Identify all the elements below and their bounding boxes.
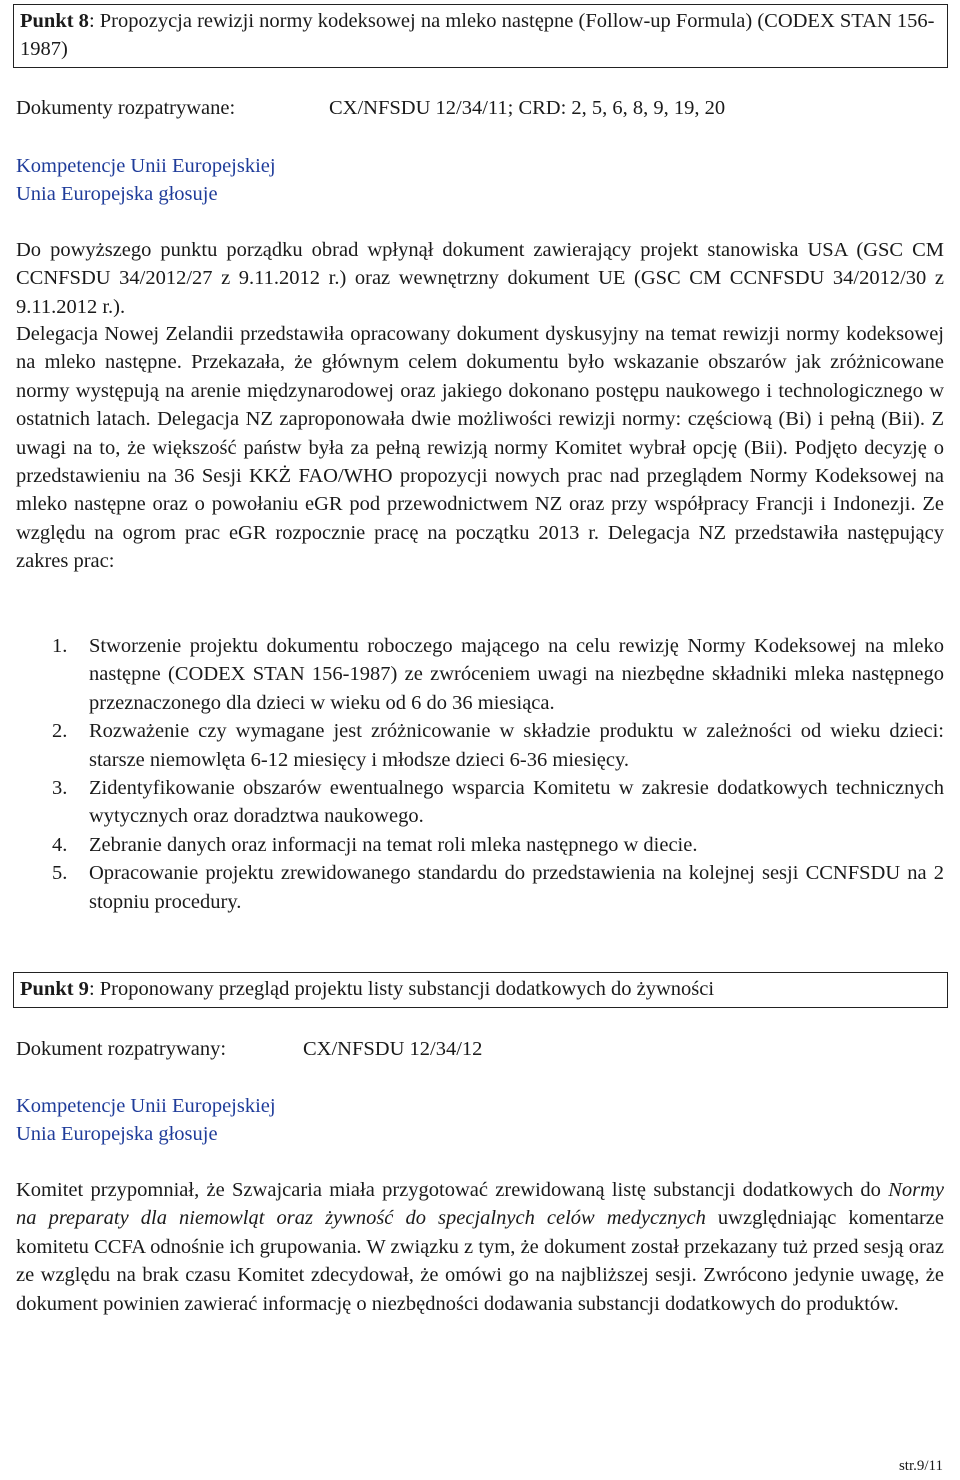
- list-item-text: Zidentyfikowanie obszarów ewentualnego wsparcia Komitetu w zakresie dodatkowych technicznych wytycznych oraz doradztwa naukowego.: [89, 777, 944, 828]
- section-9-competence: Kompetencje Unii Europejskiej: [16, 1095, 276, 1117]
- list-item-text: Opracowanie projektu zrewidowanego standardu do przedstawienia na kolejnej sesji CCNFSDU na 2 stopniu procedury.: [89, 862, 944, 913]
- section-8-vote: Unia Europejska głosuje: [16, 183, 218, 205]
- section-9-paragraph-italic: Normy na preparaty dla niemowląt oraz żywność do specjalnych celów medycznych: [16, 1179, 944, 1230]
- list-item: [52, 859, 944, 916]
- section-9-paragraph-start: Komitet przypomniał, że Szwajcaria miała przygotować zrewidowaną listę substancji dodatkowych do: [16, 1179, 889, 1201]
- page-number: str.9/11: [898, 1458, 943, 1474]
- section-9-heading-label: Punkt 9: [20, 978, 89, 1000]
- list-item-number: 3.: [52, 777, 68, 800]
- list-item-text: Stworzenie projektu dokumentu roboczego mającego na celu rewizję Normy Kodeksowej na mleko następne (CODEX STAN 156-1987) ze zwróceniem uwagi na niezbędne składniki mleka następnego przeznaczonego dla dzieci w wieku od 6 do 36 miesiąca.: [89, 635, 944, 714]
- section-9-vote: Unia Europejska głosuje: [16, 1123, 218, 1145]
- section-8-documents-label: Dokumenty rozpatrywane:: [16, 97, 236, 119]
- section-9-heading: [13, 972, 948, 1008]
- section-8-documents: [16, 94, 946, 122]
- section-8-paragraph-discussion: Delegacja Nowej Zelandii przedstawiła opracowany dokument dyskusyjny na temat rewizji normy kodeksowej na mleko następne. Przekazała, że głównym celem dokumentu było wskazanie obszarów jak zróżnicowane normy występują na arenie międzynarodowej oraz jakiego dokonano postępu naukowego i technologicznego w ostatnich latach. Delegacja NZ zaproponowała dwie możliwości rewizji normy: częściową (Bi) i pełną (Bii). Z uwagi na to, że większość państw była za pełną rewizją normy Komitet wybrał opcję (Bii). Podjęto decyzję o przedstawieniu na 36 Sesji KKŻ FAO/WHO propozycji nowych prac nad przeglądem Normy Kodeksowej na mleko następne oraz o powołaniu eGR pod przewodnictwem NZ oraz przy współpracy Francji i Indonezji. Ze względu na ogrom prac eGR rozpocznie pracę na początku 2013 r. Delegacja NZ przedstawiła następujący zakres prac:: [16, 323, 944, 573]
- list-item-number: 4.: [52, 833, 68, 856]
- section-9-documents-value: CX/NFSDU 12/34/12: [303, 1038, 483, 1060]
- section-9-documents-label: Dokument rozpatrywany:: [16, 1038, 227, 1060]
- section-8-heading-label: Punkt 8: [20, 10, 89, 32]
- section-8-paragraph-intro: Do powyższego punktu porządku obrad wpłynął dokument zawierający projekt stanowiska USA (GSC CM CCNFSDU 34/2012/27 z 9.11.2012 r.) oraz wewnętrzny dokument UE (GSC CM CCNFSDU 34/2012/30 z 9.11.2012 r.).: [16, 239, 944, 318]
- list-item-text: Rozważenie czy wymagane jest zróżnicowanie w składzie produktu w zależności od wieku dzieci: starsze niemowlęta 6-12 miesięcy i młodsze dzieci 6-36 miesięcy.: [89, 720, 944, 771]
- list-item-number: 2.: [52, 720, 68, 743]
- list-item: [52, 831, 944, 859]
- section-9-paragraph: [16, 1176, 944, 1318]
- list-item-text: Zebranie danych oraz informacji na temat roli mleka następnego w diecie.: [89, 833, 698, 856]
- section-8-work-scope-list: [52, 632, 944, 916]
- list-item-number: 5.: [52, 862, 68, 885]
- list-item: [52, 632, 944, 717]
- section-9-documents: [16, 1035, 946, 1063]
- list-item: [52, 774, 944, 831]
- list-item-number: 1.: [52, 635, 68, 657]
- section-8-documents-value: CX/NFSDU 12/34/11; CRD: 2, 5, 6, 8, 9, 19, 20: [329, 97, 726, 119]
- list-item: [52, 717, 944, 774]
- section-9-paragraph-end: uwzględniając komentarze komitetu CCFA odnośnie ich grupowania. W związku z tym, że dokument został przekazany tuż przed sesją oraz ze względu na brak czasu Komitet zdecydował, że omówi go na najbliższej sesji. Zwrócono jedynie uwagę, że dokument powinien zawierać informację o niezbędności dodawania substancji dodatkowych do produktów.: [16, 1207, 945, 1315]
- section-9-heading-text: : Proponowany przegląd projektu listy substancji dodatkowych do żywności: [88, 978, 715, 1000]
- section-8-heading: [13, 4, 948, 68]
- section-8-competence: Kompetencje Unii Europejskiej: [16, 155, 276, 177]
- section-8-heading-text: : Propozycja rewizji normy kodeksowej na mleko następne (Follow-up Formula) (CODEX STAN 156-1987): [20, 10, 935, 61]
